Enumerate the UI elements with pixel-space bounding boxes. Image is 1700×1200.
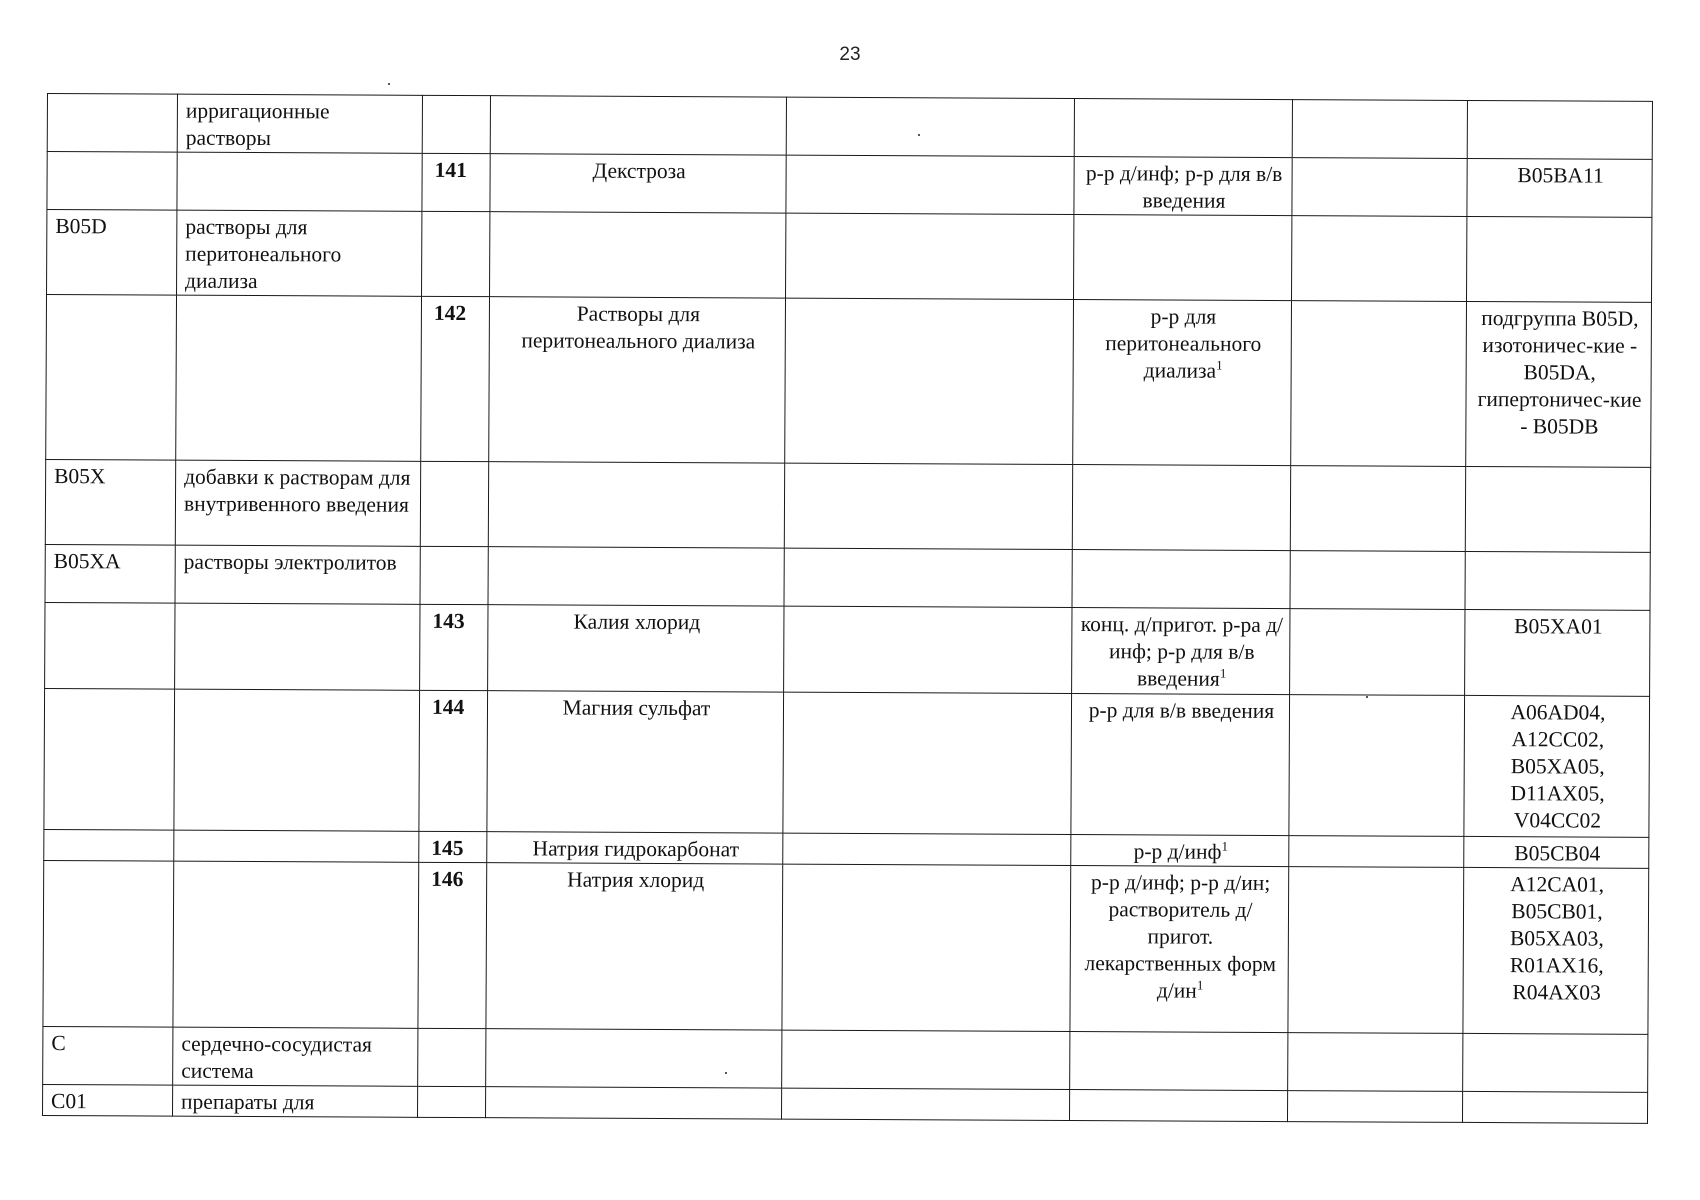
group-name-cell: [177, 152, 422, 211]
extra-cell: [1291, 301, 1467, 467]
extra-cell: [1290, 551, 1465, 610]
atc-code-cell: B05D: [47, 210, 177, 296]
atc-code-cell: C: [43, 1026, 173, 1085]
dosage-form-cell: р-р д/инф; р-р д/ин; растворитель д/пригот. лекарственных форм $д/ин^1$: [1070, 866, 1289, 1033]
table-row: [43, 860, 1649, 1034]
scan-speck: [918, 134, 920, 136]
table-row: [45, 459, 1650, 552]
atc-ref-cell: [1465, 551, 1650, 610]
atc-ref-cell: A06AD04, A12CC02, B05XA05, D11AX05, V04CC02: [1464, 695, 1650, 837]
table-row: [45, 544, 1650, 610]
atc-code-cell: [47, 94, 177, 153]
note-cell: [783, 692, 1072, 834]
extra-cell: [1292, 216, 1467, 302]
atc-code-cell: [44, 829, 174, 861]
drug-name-cell: [490, 212, 786, 298]
dosage-form-cell: конц. д/пригот. р-ра д/инф; р-р для в/в введения$^1$: [1072, 608, 1290, 695]
drug-name-cell: [488, 462, 784, 548]
dosage-form-cell: [1072, 465, 1290, 551]
item-number-cell: 145: [419, 831, 487, 862]
table-row: [45, 602, 1650, 696]
dosage-form-cell: [1074, 99, 1292, 158]
dosage-form-cell: [1074, 215, 1292, 301]
drug-name-cell: Калия хлорид: [488, 605, 784, 692]
item-number-cell: [420, 461, 488, 546]
item-number-cell: [420, 546, 488, 604]
group-name-cell: [173, 861, 419, 1028]
group-name-cell: сердечно-сосудистая система: [173, 1027, 418, 1086]
drug-name-cell: [490, 96, 786, 155]
extra-cell: [1292, 100, 1467, 159]
atc-code-cell: B05X: [45, 459, 175, 545]
drug-name-cell: [486, 1029, 782, 1088]
item-number-cell: [422, 211, 490, 296]
extra-cell: [1288, 1033, 1463, 1092]
item-number-cell: 143: [420, 604, 488, 690]
note-cell: [786, 155, 1074, 214]
dosage-form-cell: р-р д/инф$^1$: [1071, 835, 1289, 867]
atc-ref-cell: [1463, 1033, 1648, 1092]
drug-name-cell: Декстроза: [490, 154, 786, 213]
atc-code-cell: [43, 860, 174, 1027]
dosage-form-cell: [1069, 1090, 1287, 1122]
note-cell: [781, 1088, 1069, 1120]
note-cell: [782, 1030, 1070, 1089]
atc-ref-cell: [1467, 100, 1652, 159]
scan-speck: [1366, 696, 1368, 698]
note-cell: [784, 606, 1072, 693]
extra-cell: [1289, 695, 1465, 837]
item-number-cell: [418, 1028, 486, 1086]
table-row: [47, 152, 1652, 218]
dosage-form-cell: [1070, 1032, 1288, 1091]
atc-ref-cell: [1465, 466, 1650, 552]
item-number-cell: 142: [421, 296, 490, 461]
extra-cell: [1290, 466, 1465, 552]
item-number-cell: 141: [422, 153, 490, 211]
dosage-form-cell: [1072, 550, 1290, 609]
extra-cell: [1288, 867, 1464, 1034]
atc-ref-cell: B05XA01: [1465, 609, 1650, 696]
drug-name-cell: [488, 547, 784, 606]
extra-cell: [1287, 1091, 1462, 1123]
note-cell: [785, 298, 1074, 464]
table-row: [47, 94, 1652, 160]
note-cell: [786, 97, 1074, 156]
note-cell: [784, 463, 1072, 549]
drug-name-cell: [485, 1087, 781, 1119]
table-row: [47, 210, 1652, 303]
note-cell: [784, 548, 1072, 607]
table-row: [43, 1084, 1648, 1123]
atc-ref-cell: [1462, 1091, 1647, 1123]
item-number-cell: [417, 1086, 485, 1117]
group-name-cell: растворы электролитов: [175, 545, 420, 604]
scan-speck: [388, 83, 390, 85]
atc-code-cell: B05XA: [45, 544, 175, 603]
atc-code-cell: [47, 152, 177, 211]
drug-name-cell: Натрия хлорид: [486, 863, 783, 1030]
drug-name-cell: Растворы для перитонеального диализа: [489, 297, 786, 463]
group-name-cell: растворы для перитонеального диализа: [177, 210, 422, 296]
extra-cell: [1292, 158, 1467, 217]
drug-list-table: [42, 93, 1653, 1124]
group-name-cell: [176, 295, 422, 461]
dosage-form-cell: р-р для в/в введения: [1071, 694, 1290, 836]
dosage-form-cell: р-р д/инф; р-р для в/в введения: [1074, 157, 1292, 216]
note-cell: [783, 833, 1071, 865]
atc-code-cell: C01: [43, 1084, 173, 1116]
atc-code-cell: [44, 688, 175, 830]
group-name-cell: ирригационные растворы: [177, 94, 422, 153]
extra-cell: [1289, 836, 1464, 868]
page-number: 23: [839, 44, 861, 65]
atc-ref-cell: B05BA11: [1467, 158, 1652, 217]
table-row: [44, 688, 1650, 837]
dosage-form-cell: р-р для перитонеального диализа$^1$: [1073, 300, 1292, 466]
item-number-cell: [422, 95, 490, 153]
group-name-cell: препараты для: [173, 1085, 418, 1117]
item-number-cell: 144: [419, 690, 488, 831]
atc-ref-cell: B05CB04: [1464, 836, 1649, 868]
drug-name-cell: Магния сульфат: [487, 691, 784, 833]
atc-ref-cell: подгруппа B05D, изотоничес-кие - B05DA, гипертоничес-кие - B05DB: [1466, 301, 1652, 467]
group-name-cell: добавки к растворам для внутривенного введения: [175, 460, 420, 546]
atc-ref-cell: A12CA01, B05CB01, B05XA03, R01AX16, R04AX03: [1463, 867, 1649, 1034]
group-name-cell: [174, 830, 419, 862]
drug-name-cell: Натрия гидрокарбонат: [487, 832, 783, 864]
table-row: [43, 1026, 1648, 1092]
item-number-cell: 146: [418, 862, 487, 1028]
atc-ref-cell: [1466, 216, 1651, 302]
note-cell: [786, 213, 1074, 299]
scan-speck: [725, 1072, 727, 1074]
group-name-cell: [175, 603, 420, 690]
extra-cell: [1290, 609, 1465, 696]
atc-code-cell: [46, 295, 177, 461]
table-row: [46, 295, 1652, 468]
note-cell: [782, 864, 1071, 1031]
group-name-cell: [174, 689, 420, 831]
atc-code-cell: [45, 602, 175, 689]
